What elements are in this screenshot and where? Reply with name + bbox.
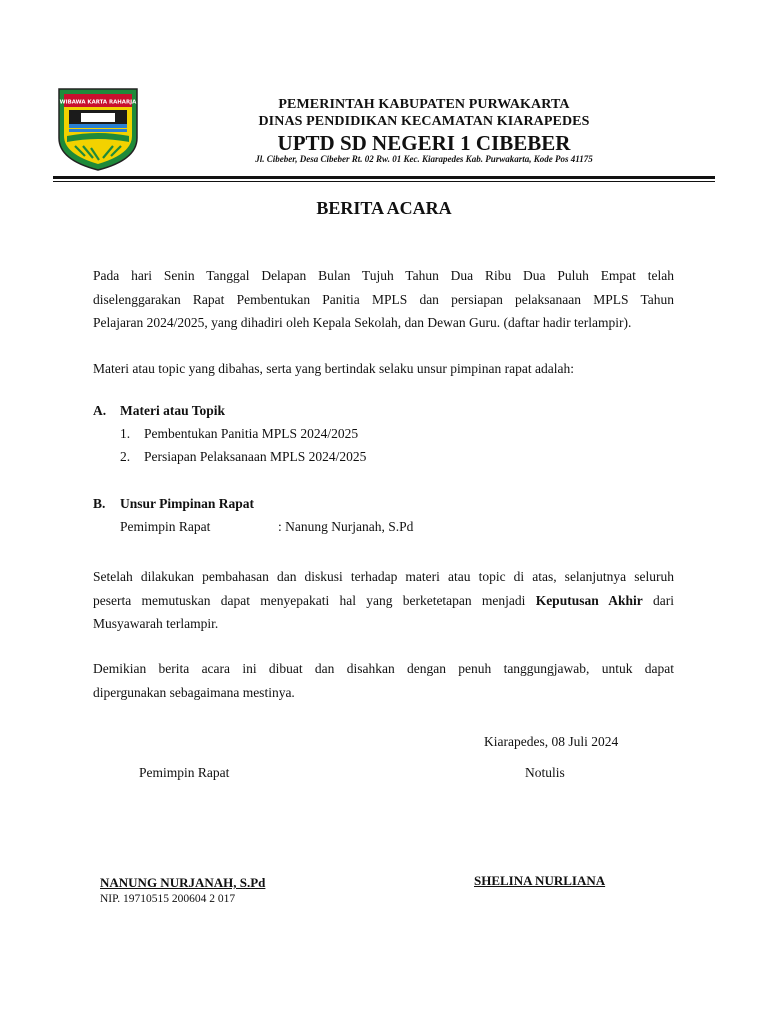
- list-item-text: Pembentukan Panitia MPLS 2024/2025: [144, 426, 359, 441]
- svg-text:WIBAWA KARTA RAHARJA: WIBAWA KARTA RAHARJA: [59, 99, 137, 106]
- conclusion-paragraph: [93, 565, 674, 636]
- conclusion-line: Musyawarah terlampir.: [93, 616, 219, 631]
- list-item: [120, 426, 358, 442]
- list-item: [120, 449, 366, 465]
- list-item-number: 1.: [120, 426, 131, 441]
- letterhead-divider-thick: [53, 176, 715, 179]
- conclusion-line: Setelah dilakukan pembahasan dan diskusi terhadap materi atau topic di atas, selanjutnya seluruh: [93, 569, 674, 584]
- conclusion-text: dari: [642, 592, 674, 608]
- lead-in-paragraph: [93, 357, 674, 381]
- section-a-heading: [93, 403, 225, 419]
- document-title: BERITA ACARA: [316, 198, 452, 218]
- section-b-title: Unsur Pimpinan Rapat: [120, 496, 255, 511]
- signature-role-leader: Pemimpin Rapat: [139, 765, 230, 780]
- signature-name-secretary: SHELINA NURLIANA: [474, 873, 606, 888]
- final-decision-emphasis: Keputusan Akhir: [535, 592, 643, 608]
- meeting-leader-label: Pemimpin Rapat: [120, 519, 211, 534]
- intro-line: Pada hari Senin Tanggal Delapan Bulan Tujuh Tahun Dua Ribu Dua Puluh Empat telah: [93, 268, 674, 283]
- list-item-number: 2.: [120, 449, 131, 464]
- letterhead-address: Jl. Cibeber, Desa Cibeber Rt. 02 Rw. 01 Kec. Kiarapedes Kab. Purwakarta, Kode Pos 41175: [255, 154, 593, 164]
- list-item-text: Persiapan Pelaksanaan MPLS 2024/2025: [144, 449, 367, 464]
- closing-paragraph: [93, 657, 674, 704]
- intro-line: Pelajaran 2024/2025, yang dihadiri oleh Kepala Sekolah, dan Dewan Guru. (daftar hadir terlampir).: [93, 315, 632, 330]
- lead-in-line: Materi atau topic yang dibahas, serta yang bertindak selaku unsur pimpinan rapat adalah:: [93, 361, 574, 376]
- signature-role-secretary: Notulis: [525, 765, 565, 780]
- section-b-heading: [93, 496, 254, 512]
- closing-line: Demikian berita acara ini dibuat dan disahkan dengan penuh tanggungjawab, untuk dapat: [93, 661, 674, 676]
- intro-line: diselenggarakan Rapat Pembentukan Panitia MPLS dan persiapan pelaksanaan MPLS Tahun: [93, 291, 674, 307]
- letterhead-school-name: UPTD SD NEGERI 1 CIBEBER: [277, 131, 571, 155]
- meeting-leader-value: : Nanung Nurjanah, S.Pd: [278, 519, 414, 534]
- section-a-letter: A.: [93, 403, 107, 418]
- intro-paragraph: [93, 264, 674, 335]
- conclusion-line: [93, 589, 674, 613]
- letterhead-government: PEMERINTAH KABUPATEN PURWAKARTA: [278, 97, 570, 112]
- place-date: Kiarapedes, 08 Juli 2024: [484, 734, 619, 749]
- signature-nip-leader: NIP. 19710515 200604 2 017: [100, 893, 236, 905]
- closing-line: dipergunakan sebagaimana mestinya.: [93, 684, 295, 700]
- section-a-title: Materi atau Topik: [120, 403, 226, 418]
- regency-crest-icon: [55, 86, 141, 172]
- section-b-letter: B.: [93, 496, 106, 511]
- conclusion-text: peserta memutuskan dapat menyepakati hal yang berketetapan menjadi: [93, 592, 536, 608]
- signature-name-leader: NANUNG NURJANAH, S.Pd: [100, 875, 266, 890]
- letterhead-department: DINAS PENDIDIKAN KECAMATAN KIARAPEDES: [258, 114, 590, 129]
- letterhead-divider-thin: [53, 181, 715, 182]
